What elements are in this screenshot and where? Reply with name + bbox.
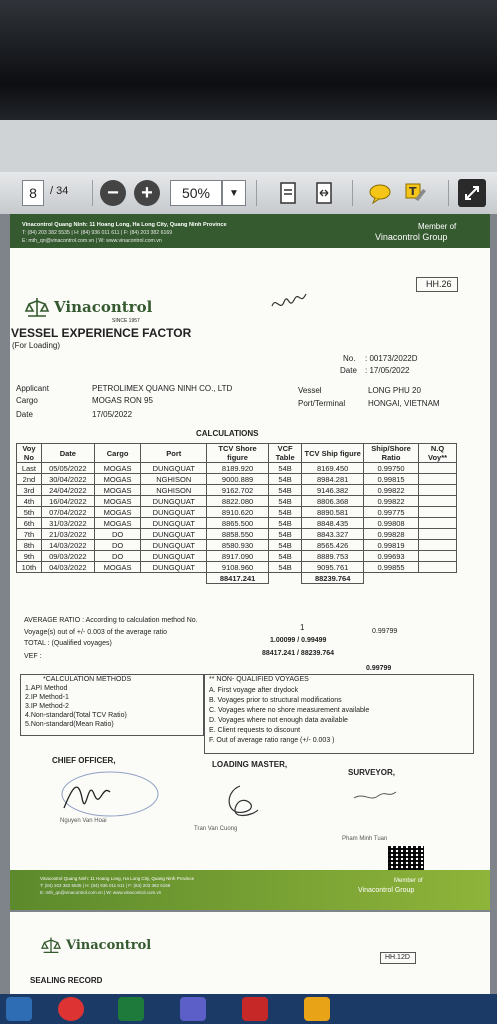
page2-heading: SEALING RECORD <box>30 976 103 985</box>
voyage-range-value: 1.00099 / 0.99499 <box>270 637 327 644</box>
cargo-value: MOGAS RON 95 <box>92 396 153 405</box>
col-cargo: Cargo <box>94 444 140 463</box>
footer-band <box>10 870 490 910</box>
table-cell: 9095.761 <box>302 562 364 573</box>
vessel-value: LONG PHU 20 <box>368 386 421 395</box>
table-cell: 8806.368 <box>302 496 364 507</box>
handwritten-note <box>268 290 312 314</box>
form-code-box <box>416 277 458 292</box>
table-cell: 8890.581 <box>302 507 364 518</box>
table-cell: 0.99750 <box>363 463 418 474</box>
methods-title: *CALCULATION METHODS <box>43 676 132 683</box>
table-cell: DUNGQUAT <box>141 540 207 551</box>
comment-icon[interactable] <box>366 179 394 207</box>
average-ratio-value: 0.99799 <box>372 628 398 635</box>
table-row <box>17 551 457 562</box>
window-frame <box>0 120 497 174</box>
table-cell <box>419 507 457 518</box>
footer-member-of: Member of <box>394 878 423 884</box>
table-cell <box>419 518 457 529</box>
table-cell: 07/04/2022 <box>41 507 94 518</box>
table-cell: 9146.382 <box>302 485 364 496</box>
totals-row <box>17 573 457 584</box>
col-tcv-shore: TCV Shore figure <box>207 444 269 463</box>
table-cell: 54B <box>268 529 302 540</box>
fullscreen-icon[interactable] <box>458 179 486 207</box>
table-header-row <box>17 444 457 463</box>
applicant-label: Applicant <box>16 384 49 393</box>
table-cell: 31/03/2022 <box>41 518 94 529</box>
table-cell: 8865.500 <box>207 518 269 529</box>
excel-icon[interactable] <box>118 997 144 1021</box>
member-of-label: Member of <box>418 222 457 231</box>
average-ratio-label: AVERAGE RATIO : According to calculation method No. <box>24 617 198 624</box>
col-port: Port <box>141 444 207 463</box>
separator <box>92 180 93 206</box>
table-cell: 9108.960 <box>207 562 269 573</box>
table-cell: 2nd <box>17 474 42 485</box>
document-subtitle: (For Loading) <box>12 341 61 350</box>
zoom-in-icon[interactable]: + <box>134 180 160 206</box>
method-item: 2.IP Method-1 <box>25 694 69 701</box>
table-cell <box>419 562 457 573</box>
table-cell: DO <box>94 551 140 562</box>
col-tcv-ship: TCV Ship figure <box>302 444 364 463</box>
table-cell: 0.99693 <box>363 551 418 562</box>
table-cell: 30/04/2022 <box>41 474 94 485</box>
table-cell <box>419 474 457 485</box>
total-label: TOTAL : (Qualified voyages) <box>24 640 112 647</box>
next-page <box>10 912 490 994</box>
table-cell: 8917.090 <box>207 551 269 562</box>
table-row <box>17 474 457 485</box>
table-cell: NGHISON <box>141 485 207 496</box>
logo-text: Vinacontrol <box>54 298 153 316</box>
separator <box>352 180 353 206</box>
table-cell: DUNGQUAT <box>141 518 207 529</box>
voyage-range-label: Voyage(s) out of +/- 0.003 of the average ratio <box>24 629 168 636</box>
table-cell: 8565.426 <box>302 540 364 551</box>
date-value: : 17/05/2022 <box>365 366 410 375</box>
col-nq: N.Q Voy** <box>419 444 457 463</box>
table-cell: 54B <box>268 474 302 485</box>
table-cell: 54B <box>268 485 302 496</box>
nq-item: F. Out of average ratio range (+/- 0.003 ) <box>209 737 335 744</box>
table-cell: 0.99822 <box>363 496 418 507</box>
chief-officer-name: Nguyen Van Hoai <box>60 818 107 824</box>
vef-value: 0.99799 <box>366 665 392 672</box>
page-total-label: / 34 <box>50 185 69 197</box>
dropdown-icon[interactable]: ▼ <box>222 180 246 206</box>
table-cell: 0.99815 <box>363 474 418 485</box>
header-band <box>10 214 490 248</box>
no-label: No. <box>343 354 356 363</box>
table-cell: 54B <box>268 540 302 551</box>
folder-icon[interactable] <box>304 997 330 1021</box>
document-title: VESSEL EXPERIENCE FACTOR <box>11 326 192 340</box>
date-label: Date <box>340 366 357 375</box>
table-cell: 0.99819 <box>363 540 418 551</box>
table-cell: 54B <box>268 463 302 474</box>
method-item: 3.IP Method-2 <box>25 703 69 710</box>
table-row <box>17 540 457 551</box>
table-row <box>17 518 457 529</box>
empty-cell <box>41 573 94 584</box>
nq-title: ** NON- QUALIFIED VOYAGES <box>209 676 309 683</box>
table-cell: 8984.281 <box>302 474 364 485</box>
surveyor-label: SURVEYOR, <box>348 768 395 777</box>
table-cell: MOGAS <box>94 463 140 474</box>
header-address-line1: Vinacontrol Quang Ninh: 11 Hoang Long, Ha Long City, Quang Ninh Province <box>22 222 227 228</box>
date2-value: 17/05/2022 <box>92 410 133 419</box>
fit-width-icon[interactable] <box>310 179 338 207</box>
non-qualified-box <box>204 674 474 754</box>
table-row <box>17 529 457 540</box>
table-cell: DUNGQUAT <box>141 463 207 474</box>
table-cell: 4th <box>17 496 42 507</box>
taskbar-app-icon[interactable] <box>180 997 206 1021</box>
table-cell: 8889.753 <box>302 551 364 562</box>
table-cell <box>419 463 457 474</box>
vef-label: VEF : <box>24 653 42 660</box>
zoom-level-select[interactable]: 50% <box>170 180 222 206</box>
table-cell <box>419 485 457 496</box>
table-row <box>17 496 457 507</box>
chief-officer-label: CHIEF OFFICER, <box>52 756 116 765</box>
empty-cell <box>419 573 457 584</box>
calculations-table <box>16 443 457 584</box>
table-cell: 3rd <box>17 485 42 496</box>
total-cell: 88417.241 <box>207 573 269 584</box>
table-cell: 10th <box>17 562 42 573</box>
table-cell: 0.99808 <box>363 518 418 529</box>
table-cell: 8848.435 <box>302 518 364 529</box>
zoom-out-icon[interactable]: − <box>100 180 126 206</box>
chief-officer-signature <box>50 768 160 818</box>
table-cell: DO <box>94 540 140 551</box>
highlight-icon[interactable] <box>402 179 430 207</box>
table-cell: 21/03/2022 <box>41 529 94 540</box>
vinacontrol-logo-icon <box>40 936 62 954</box>
total-cell: 88239.764 <box>302 573 364 584</box>
table-cell: MOGAS <box>94 485 140 496</box>
pdf-reader-icon[interactable] <box>242 997 268 1021</box>
col-vcf: VCF Table <box>268 444 302 463</box>
table-cell: MOGAS <box>94 474 140 485</box>
table-cell <box>419 540 457 551</box>
table-cell: DUNGQUAT <box>141 529 207 540</box>
table-cell: 05/05/2022 <box>41 463 94 474</box>
port-value: HONGAI, VIETNAM <box>368 399 440 408</box>
table-cell: 6th <box>17 518 42 529</box>
taskbar-app-icon[interactable] <box>6 997 32 1021</box>
fit-page-icon[interactable] <box>274 179 302 207</box>
calculation-methods-box <box>20 674 204 736</box>
nq-item: E. Client requests to discount <box>209 727 301 734</box>
table-cell: DUNGQUAT <box>141 496 207 507</box>
nq-item: B. Voyages prior to structural modifications <box>209 697 342 704</box>
col-voy: Voy No <box>17 444 42 463</box>
table-cell: 9th <box>17 551 42 562</box>
table-cell: 04/03/2022 <box>41 562 94 573</box>
method-item: 1.API Method <box>25 685 68 692</box>
page2-code-box <box>380 952 416 964</box>
table-cell: 14/03/2022 <box>41 540 94 551</box>
average-method-number: 1 <box>300 623 305 632</box>
table-cell: MOGAS <box>94 562 140 573</box>
table-cell: 54B <box>268 518 302 529</box>
table-cell: 8858.550 <box>207 529 269 540</box>
taskbar-app-icon[interactable] <box>58 997 84 1021</box>
table-cell: 16/04/2022 <box>41 496 94 507</box>
table-cell: 8822.080 <box>207 496 269 507</box>
table-cell <box>419 551 457 562</box>
nq-item: D. Voyages where not enough data available <box>209 717 348 724</box>
separator <box>256 180 257 206</box>
table-cell: 0.99828 <box>363 529 418 540</box>
empty-cell <box>363 573 418 584</box>
vinacontrol-logo-icon <box>24 296 50 318</box>
table-cell: 54B <box>268 507 302 518</box>
table-cell: 24/04/2022 <box>41 485 94 496</box>
table-cell: 8910.620 <box>207 507 269 518</box>
table-cell <box>419 529 457 540</box>
table-cell: 9162.702 <box>207 485 269 496</box>
table-row <box>17 507 457 518</box>
footer-address-line3: E: mth_qn@vinacontrol.com.vn | W: www.vinacontrol.com.vn <box>40 890 162 895</box>
table-cell: DUNGQUAT <box>141 507 207 518</box>
logo-since: SINCE 1957 <box>112 318 140 324</box>
separator <box>448 180 449 206</box>
no-value: : 00173/2022D <box>365 354 418 363</box>
cargo-label: Cargo <box>16 396 38 405</box>
table-cell: 0.99855 <box>363 562 418 573</box>
table-cell: 0.99775 <box>363 507 418 518</box>
table-cell: 0.99822 <box>363 485 418 496</box>
col-ratio: Ship/Shore Ratio <box>363 444 418 463</box>
col-date: Date <box>41 444 94 463</box>
footer-address-line1: Vinacontrol Quang Ninh: 11 Hoang Long, Ha Long City, Quang Ninh Province <box>40 876 195 881</box>
loading-master-name: Tran Van Cuong <box>194 826 238 832</box>
empty-cell <box>268 573 302 584</box>
applicant-value: PETROLIMEX QUANG NINH CO., LTD <box>92 384 233 393</box>
total-value: 88417.241 / 88239.764 <box>262 650 335 657</box>
table-cell: MOGAS <box>94 496 140 507</box>
svg-text:T: T <box>409 185 417 198</box>
header-address-line2: T: (84) 203 382 5535 | H: (84) 936 011 611 | F: (84) 203 382 6169 <box>22 230 173 236</box>
table-cell: DUNGQUAT <box>141 562 207 573</box>
table-cell: 8843.327 <box>302 529 364 540</box>
table-cell: 5th <box>17 507 42 518</box>
monitor-bezel <box>0 0 497 120</box>
table-cell <box>419 496 457 507</box>
footer-address-line2: T: (84) 203 382 5535 | H: (84) 936 011 611 | F: (84) 203 382 6169 <box>40 883 171 888</box>
method-item: 4.Non-standard(Total TCV Ratio) <box>25 712 127 719</box>
table-cell: DUNGQUAT <box>141 551 207 562</box>
table-cell: 9000.889 <box>207 474 269 485</box>
date2-label: Date <box>16 410 33 419</box>
page2-logo-text: Vinacontrol <box>66 938 152 953</box>
table-cell: 09/03/2022 <box>41 551 94 562</box>
method-item: 5.Non-standard(Mean Ratio) <box>25 721 114 728</box>
table-row <box>17 485 457 496</box>
nq-item: A. First voyage after drydock <box>209 687 299 694</box>
empty-cell <box>94 573 140 584</box>
table-cell: 8189.920 <box>207 463 269 474</box>
port-label: Port/Terminal <box>298 399 346 408</box>
table-cell: 8th <box>17 540 42 551</box>
table-cell: 54B <box>268 496 302 507</box>
table-cell: 54B <box>268 562 302 573</box>
nq-item: C. Voyages where no shore measurement available <box>209 707 370 714</box>
page-number-input[interactable]: 8 <box>22 180 44 206</box>
page2-code: HH.12D <box>385 954 410 961</box>
surveyor-name: Pham Minh Tuan <box>342 836 388 842</box>
empty-cell <box>17 573 42 584</box>
table-cell: NGHISON <box>141 474 207 485</box>
calculations-title: CALCULATIONS <box>196 429 259 438</box>
empty-cell <box>141 573 207 584</box>
table-cell: Last <box>17 463 42 474</box>
table-cell: 8169.450 <box>302 463 364 474</box>
table-row <box>17 463 457 474</box>
header-address-line3: E: mth_qn@vinacontrol.com.vn | W: www.vinacontrol.com.vn <box>22 238 162 244</box>
table-cell: DO <box>94 529 140 540</box>
form-code: HH.26 <box>426 279 452 289</box>
table-cell: 54B <box>268 551 302 562</box>
surveyor-signature <box>350 784 400 806</box>
member-group-label: Vinacontrol Group <box>375 232 448 242</box>
table-cell: 7th <box>17 529 42 540</box>
table-cell: MOGAS <box>94 518 140 529</box>
table-cell: MOGAS <box>94 507 140 518</box>
table-row <box>17 562 457 573</box>
loading-master-signature <box>210 782 270 824</box>
table-cell: 8580.930 <box>207 540 269 551</box>
loading-master-label: LOADING MASTER, <box>212 760 288 769</box>
vessel-label: Vessel <box>298 386 322 395</box>
footer-member-group: Vinacontrol Group <box>358 887 415 894</box>
